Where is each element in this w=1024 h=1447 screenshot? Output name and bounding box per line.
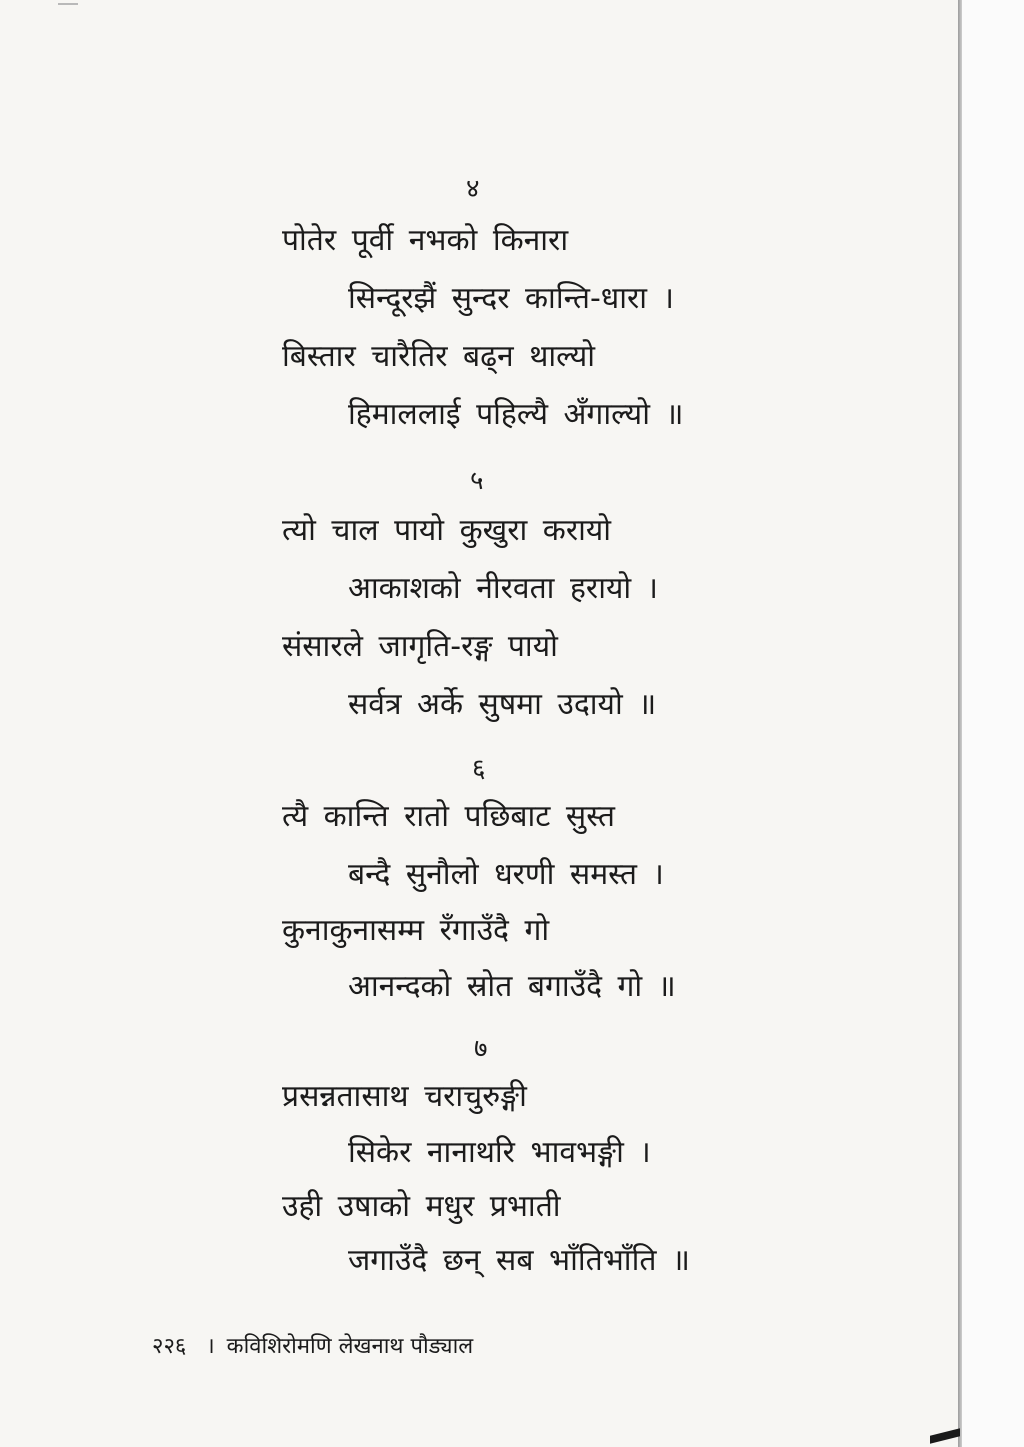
stanza-number: ७ xyxy=(474,1034,488,1064)
top-rule xyxy=(58,3,78,5)
verse-line: सिकेर नानाथरि भावभङ्गी । xyxy=(348,1135,651,1170)
verse-line: आकाशको नीरवता हरायो । xyxy=(348,571,659,606)
page-number: २२६ xyxy=(152,1334,187,1359)
book-title: कविशिरोमणि लेखनाथ पौड्याल xyxy=(226,1334,474,1359)
stanza-number: ४ xyxy=(466,174,480,204)
verse-line: बिस्तार चारैतिर बढ्न थाल्यो xyxy=(282,339,596,374)
verse-line: बन्दै सुनौलो धरणी समस्त । xyxy=(348,857,664,892)
verse-line: जगाउँदै छन् सब भाँतिभाँति ॥ xyxy=(348,1243,690,1278)
verse-line: सर्वत्र अर्के सुषमा उदायो ॥ xyxy=(348,687,657,722)
footer-separator: । xyxy=(206,1334,215,1359)
verse-line: उही उषाको मधुर प्रभाती xyxy=(282,1189,561,1224)
verse-line: सिन्दूरझैं सुन्दर कान्ति-धारा । xyxy=(348,281,674,316)
corner-mark xyxy=(930,1428,960,1443)
verse-line: कुनाकुनासम्म रँगाउँदै गो xyxy=(282,913,550,948)
verse-line: हिमाललाई पहिल्यै अँगाल्यो ॥ xyxy=(348,397,684,432)
page-margin-outside xyxy=(962,0,1024,1447)
verse-line: त्यो चाल पायो कुखुरा करायो xyxy=(282,513,612,548)
verse-line: प्रसन्नतासाथ चराचुरुङ्गी xyxy=(282,1079,527,1114)
stanza-number: ६ xyxy=(472,754,486,784)
verse-line: आनन्दको स्रोत बगाउँदै गो ॥ xyxy=(348,969,676,1004)
verse-line: संसारले जागृति-रङ्ग पायो xyxy=(282,629,558,664)
page-footer xyxy=(152,1336,473,1358)
verse-line: पोतेर पूर्वी नभको किनारा xyxy=(282,223,569,258)
verse-line: त्यै कान्ति रातो पछिबाट सुस्त xyxy=(282,799,615,834)
stanza-number: ५ xyxy=(470,466,484,496)
